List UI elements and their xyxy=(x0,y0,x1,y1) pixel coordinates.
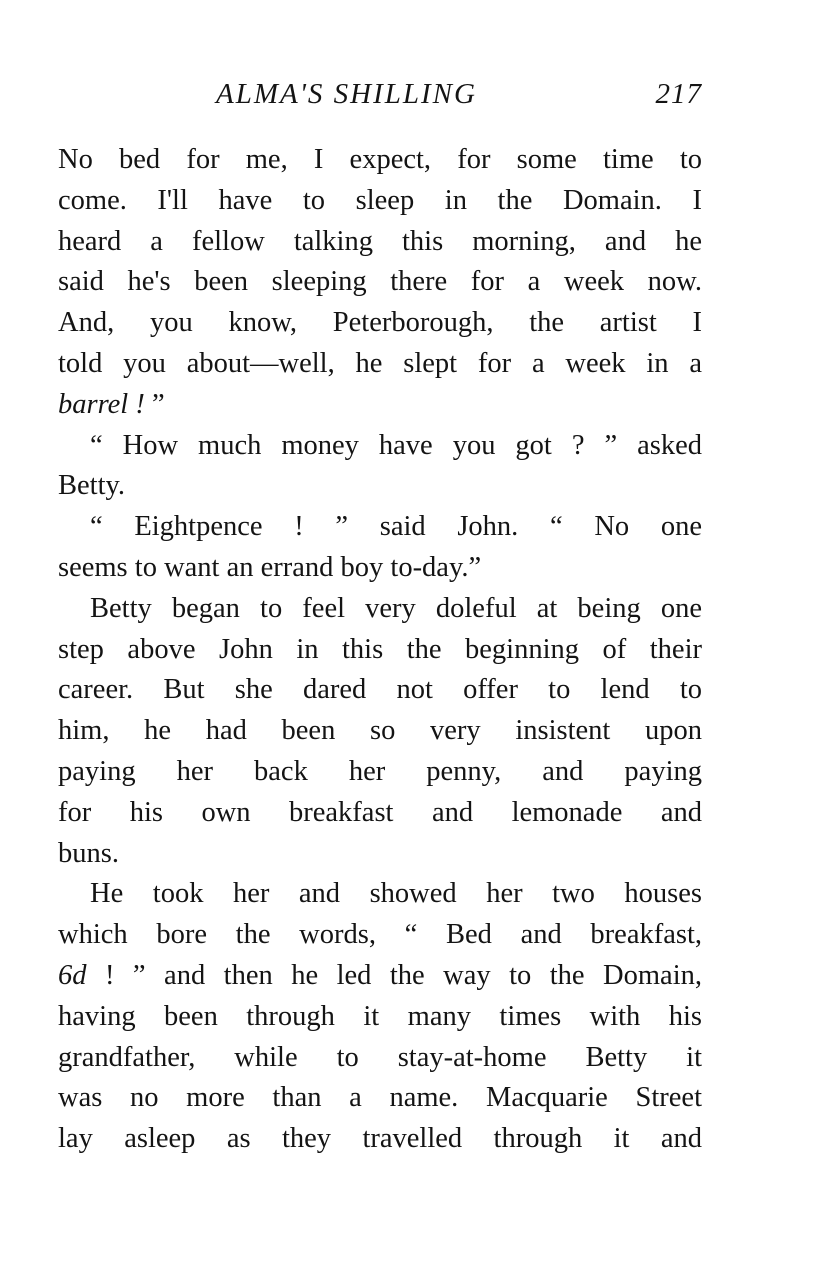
text-line: “ How much money have you got ? ” asked xyxy=(90,429,702,461)
text-line: buns. xyxy=(58,837,119,869)
text-line: lay asleep as they travelled through it and xyxy=(58,1123,702,1155)
italic-word: barrel ! xyxy=(58,388,145,420)
paragraph-1 xyxy=(58,140,702,426)
text-line: him, he had been so very insistent upon xyxy=(58,715,702,747)
text-line: which bore the words, “ Bed and breakfast, xyxy=(58,919,702,951)
text-line: told you about—well, he slept for a week in a xyxy=(58,347,702,379)
page-number: 217 xyxy=(655,78,702,110)
text-line: was no more than a name. Macquarie Street xyxy=(58,1082,702,1114)
text-line: seems to want an errand boy to-day.” xyxy=(58,551,482,583)
text-line: career. But she dared not offer to lend to xyxy=(58,674,702,706)
text-line: for his own breakfast and lemonade and xyxy=(58,796,702,828)
text-line xyxy=(58,385,702,426)
running-head xyxy=(58,78,702,118)
paragraph-5 xyxy=(58,874,702,1160)
text-line: having been through it many times with his xyxy=(58,1000,702,1032)
text-line: “ Eightpence ! ” said John. “ No one xyxy=(90,511,702,543)
text-line: Betty began to feel very doleful at being one xyxy=(90,592,702,624)
paragraph-2 xyxy=(58,426,702,508)
paragraph-4 xyxy=(58,589,702,875)
text-line: said he's been sleeping there for a week now. xyxy=(58,266,702,298)
text-line: No bed for me, I expect, for some time to xyxy=(58,144,702,175)
text-line xyxy=(58,956,702,997)
text-line: come. I'll have to sleep in the Domain. I xyxy=(58,184,702,216)
text-line: paying her back her penny, and paying xyxy=(58,755,702,787)
text-fragment: ! ” and then he led the way to the Domain, xyxy=(86,959,702,991)
text-line: step above John in this the beginning of their xyxy=(58,633,702,665)
text-line: And, you know, Peterborough, the artist I xyxy=(58,307,702,339)
text-line: heard a fellow talking this morning, and he xyxy=(58,225,702,257)
text-fragment: ” xyxy=(144,388,165,420)
text-line: He took her and showed her two houses xyxy=(90,878,702,910)
text-line: Betty. xyxy=(58,470,126,502)
italic-word: 6d xyxy=(58,959,87,991)
paragraph-3 xyxy=(58,507,702,589)
running-title: ALMA'S SHILLING xyxy=(216,78,477,110)
body-text xyxy=(58,140,702,1160)
text-line: grandfather, while to stay-at-home Betty it xyxy=(58,1041,702,1073)
